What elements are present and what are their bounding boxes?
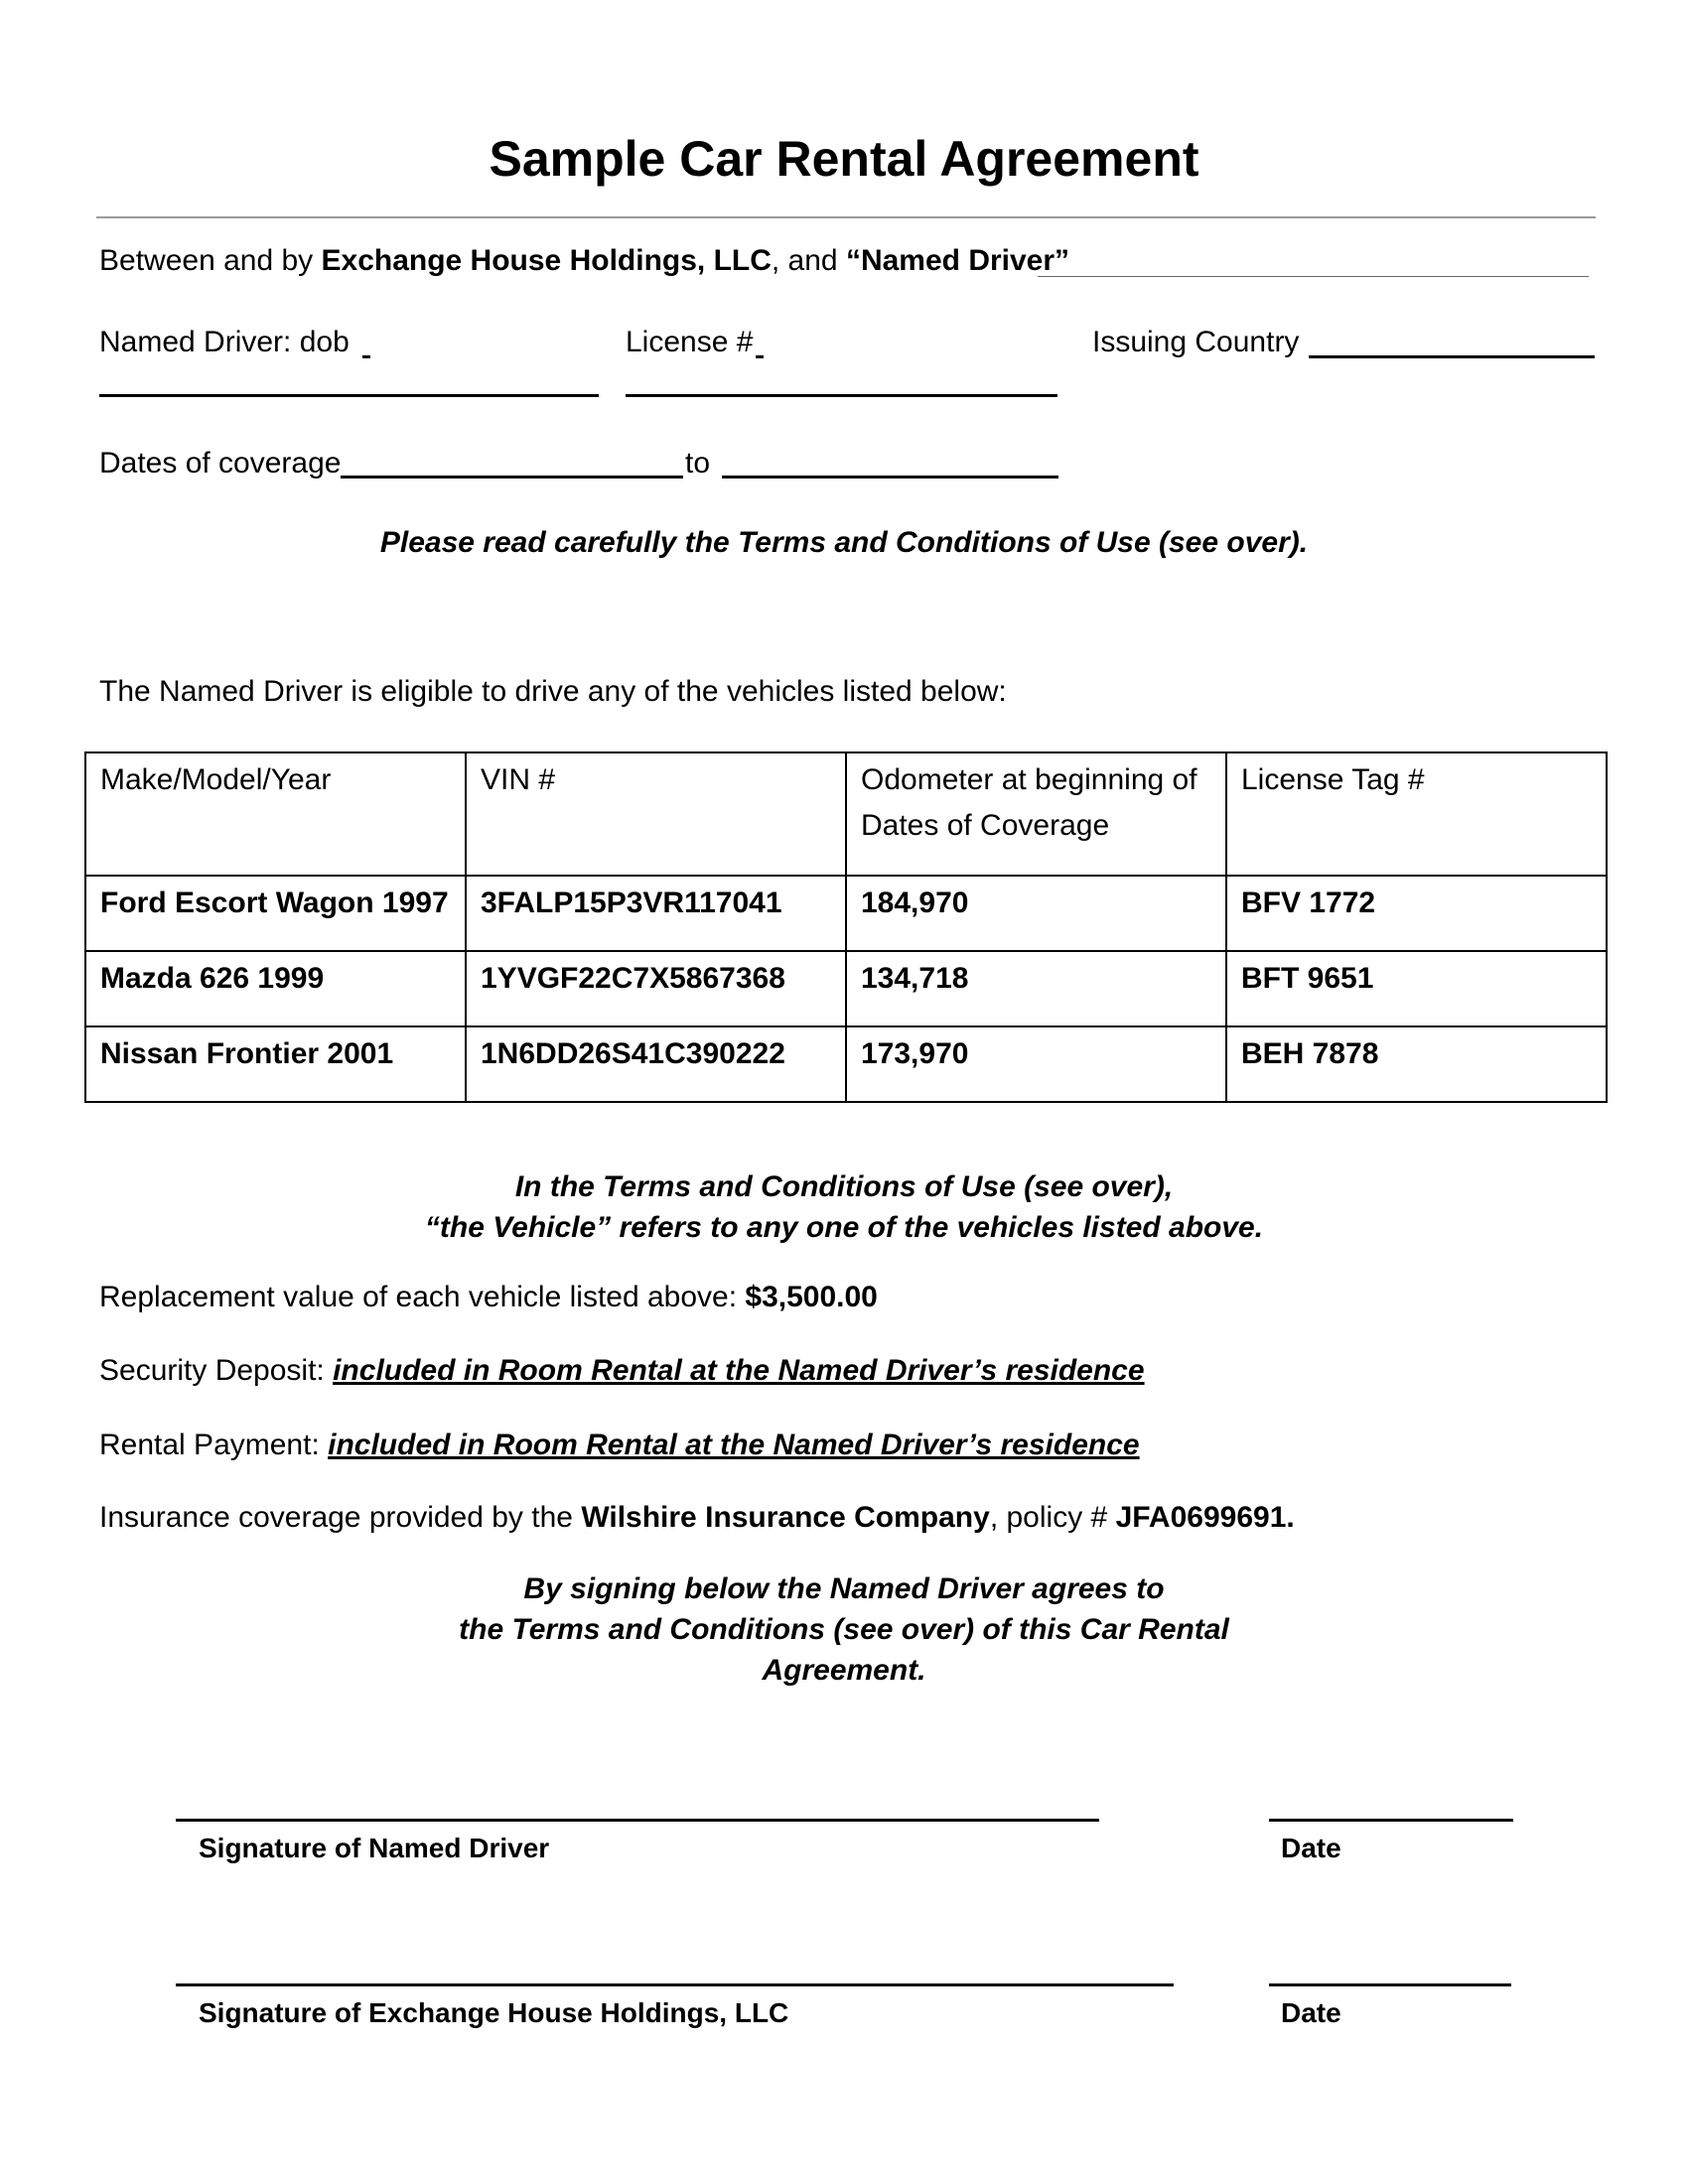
driver-date-line[interactable] bbox=[1269, 1819, 1513, 1822]
insurance-policy: JFA0699691. bbox=[1115, 1501, 1295, 1534]
table-row bbox=[85, 876, 1607, 951]
named-driver-term: “Named Driver” bbox=[845, 244, 1070, 277]
cell-make-model-year: Ford Escort Wagon 1997 bbox=[85, 876, 466, 951]
replacement-label: Replacement value of each vehicle listed above: bbox=[99, 1281, 746, 1313]
cell-vin: 1N6DD26S41C390222 bbox=[466, 1026, 846, 1102]
cell-license-tag: BFV 1772 bbox=[1226, 876, 1607, 951]
insurance-middle: , policy # bbox=[989, 1501, 1116, 1534]
cell-odometer: 173,970 bbox=[846, 1026, 1226, 1102]
header-license-tag: License Tag # bbox=[1226, 752, 1607, 876]
dob-mark bbox=[362, 355, 370, 358]
replacement-line bbox=[99, 1279, 878, 1316]
payment-line bbox=[99, 1427, 1140, 1464]
coverage-label: Dates of coverage bbox=[99, 447, 342, 479]
insurance-company: Wilshire Insurance Company bbox=[581, 1501, 990, 1534]
deposit-line bbox=[99, 1352, 1145, 1390]
cell-vin: 3FALP15P3VR117041 bbox=[466, 876, 846, 951]
payment-label: Rental Payment: bbox=[99, 1429, 329, 1461]
header-vin: VIN # bbox=[466, 752, 846, 876]
table-row bbox=[85, 951, 1607, 1026]
title-divider bbox=[96, 216, 1596, 218]
vehicle-table bbox=[84, 751, 1608, 1103]
coverage-to-label: to bbox=[685, 447, 711, 479]
insurance-prefix: Insurance coverage provided by the bbox=[99, 1501, 582, 1534]
coverage-end-field[interactable] bbox=[722, 476, 1058, 478]
driver-date-label: Date bbox=[1281, 1833, 1341, 1863]
parties-prefix: Between and by bbox=[99, 244, 322, 277]
company-signature-label: Signature of Exchange House Holdings, LLC bbox=[199, 1997, 789, 2028]
company-date-label: Date bbox=[1281, 1997, 1341, 2028]
cell-vin: 1YVGF22C7X5867368 bbox=[466, 951, 846, 1026]
agreement-line1: By signing below the Named Driver agrees to bbox=[523, 1572, 1165, 1605]
terms-notice: Please read carefully the Terms and Conditions of Use (see over). bbox=[379, 526, 1309, 559]
license-mark bbox=[756, 355, 764, 358]
company-date-line[interactable] bbox=[1269, 1983, 1511, 1986]
cell-license-tag: BFT 9651 bbox=[1226, 951, 1607, 1026]
parties-line bbox=[99, 242, 1069, 280]
agreement-line3: Agreement. bbox=[762, 1654, 926, 1687]
cell-make-model-year: Mazda 626 1999 bbox=[85, 951, 466, 1026]
vehicle-note-line2: “the Vehicle” refers to any one of the vehicles listed above. bbox=[424, 1211, 1264, 1244]
cell-license-tag: BEH 7878 bbox=[1226, 1026, 1607, 1102]
company-name: Exchange House Holdings, LLC bbox=[321, 244, 772, 277]
header-make-model-year: Make/Model/Year bbox=[85, 752, 466, 876]
issuing-country-label: Issuing Country bbox=[1092, 326, 1300, 358]
insurance-line bbox=[99, 1499, 1295, 1537]
coverage-start-field[interactable] bbox=[341, 476, 683, 478]
issuing-country-field[interactable] bbox=[1309, 355, 1595, 358]
deposit-label: Security Deposit: bbox=[99, 1354, 334, 1387]
parties-middle: , and bbox=[771, 244, 846, 277]
header-odometer: Odometer at beginning of Dates of Coverage bbox=[846, 752, 1226, 876]
agreement-line2: the Terms and Conditions (see over) of this Car Rental bbox=[459, 1613, 1229, 1646]
table-header-row bbox=[85, 752, 1607, 876]
cell-odometer: 134,718 bbox=[846, 951, 1226, 1026]
dob-field[interactable] bbox=[99, 394, 599, 397]
driver-signature-line[interactable] bbox=[176, 1819, 1099, 1822]
driver-signature-label: Signature of Named Driver bbox=[199, 1833, 550, 1863]
payment-value: included in Room Rental at the Named Driver’s residence bbox=[328, 1429, 1140, 1461]
named-driver-field[interactable] bbox=[1038, 276, 1589, 277]
eligible-text: The Named Driver is eligible to drive any of the vehicles listed below: bbox=[99, 675, 1007, 708]
cell-odometer: 184,970 bbox=[846, 876, 1226, 951]
company-signature-line[interactable] bbox=[176, 1983, 1174, 1986]
license-field[interactable] bbox=[626, 394, 1057, 397]
cell-make-model-year: Nissan Frontier 2001 bbox=[85, 1026, 466, 1102]
deposit-value: included in Room Rental at the Named Driver’s residence bbox=[333, 1354, 1145, 1387]
vehicle-note-line1: In the Terms and Conditions of Use (see over), bbox=[514, 1170, 1174, 1203]
license-label: License # bbox=[626, 326, 754, 358]
dob-label: Named Driver: dob bbox=[99, 326, 350, 358]
replacement-value: $3,500.00 bbox=[745, 1281, 878, 1313]
table-row bbox=[85, 1026, 1607, 1102]
document-title: Sample Car Rental Agreement bbox=[489, 131, 1199, 187]
